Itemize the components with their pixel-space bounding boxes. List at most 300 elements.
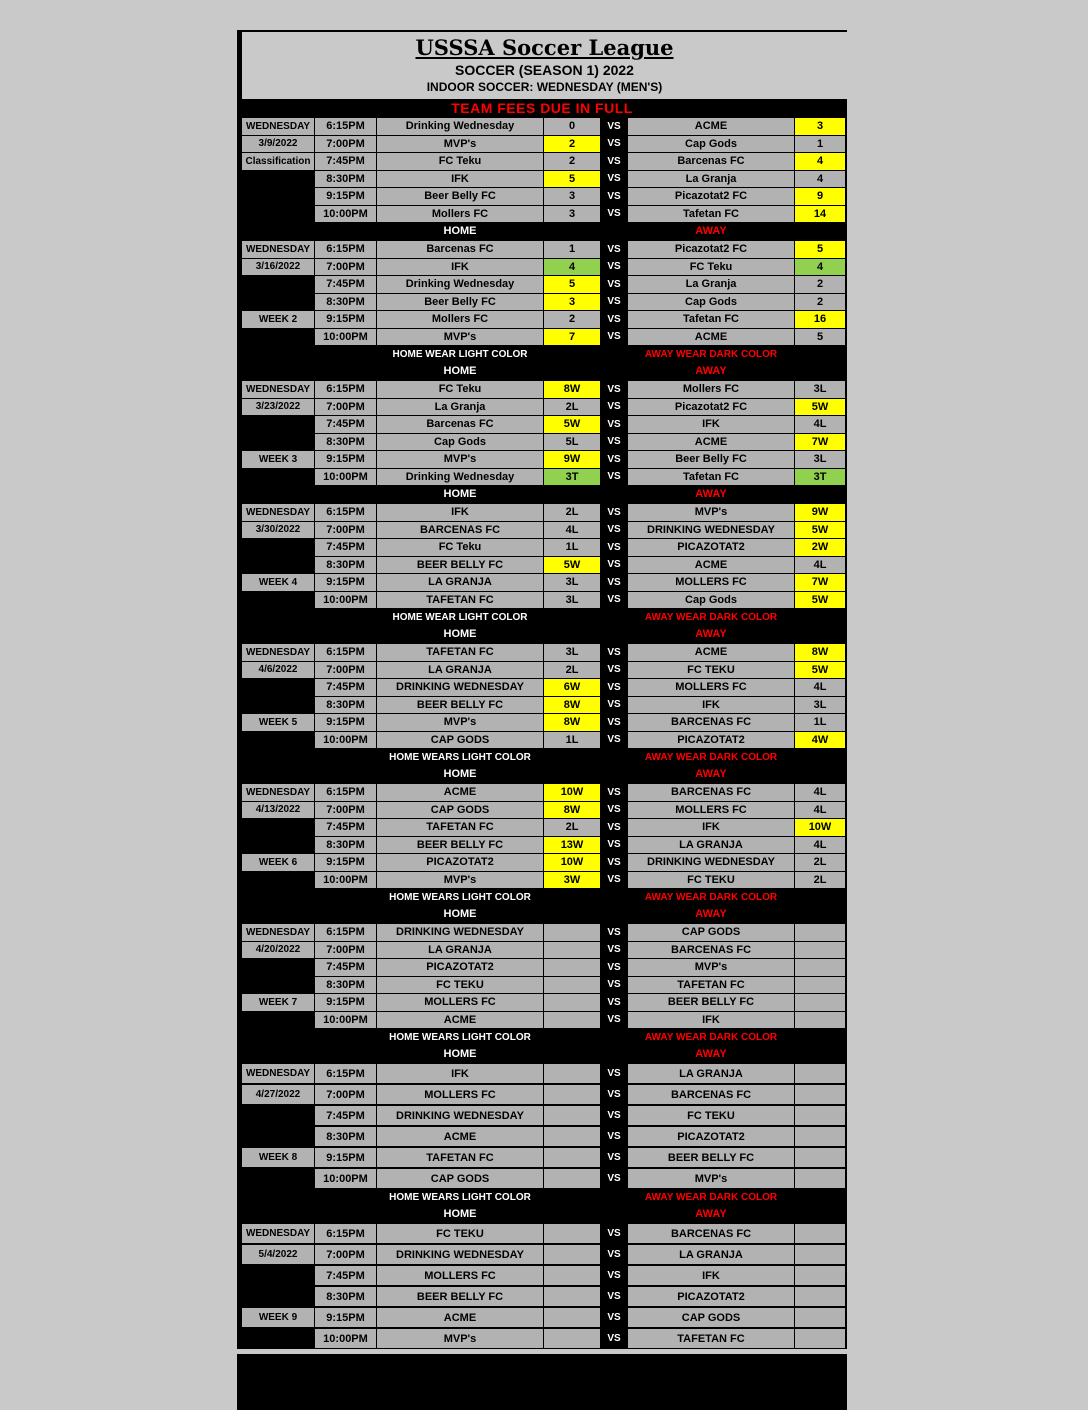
home-wear-label: HOME WEARS LIGHT COLOR <box>389 1192 531 1203</box>
home-away-row <box>237 626 847 643</box>
vs-cell: VS <box>601 662 627 679</box>
away-team-cell: IFK <box>628 1012 794 1029</box>
home-score-cell: 5 <box>544 171 600 188</box>
schedule-date-cell: WEEK 7 <box>242 994 314 1011</box>
schedule-date-cell <box>242 329 314 346</box>
home-wear-label: HOME WEAR LIGHT COLOR <box>392 349 528 360</box>
vs-cell: VS <box>601 188 627 205</box>
away-score-cell: 3L <box>795 381 845 398</box>
away-team-cell: BARCENAS FC <box>628 942 794 959</box>
time-cell: 8:30PM <box>315 697 376 714</box>
away-wear-label: AWAY WEAR DARK COLOR <box>644 1032 778 1043</box>
home-team-cell: MOLLERS FC <box>377 994 543 1011</box>
schedule-date-cell <box>242 679 314 696</box>
home-score-cell <box>544 1224 600 1243</box>
away-team-cell: FC TEKU <box>628 1106 794 1125</box>
schedule-date-cell: WEEK 8 <box>242 1148 314 1167</box>
schedule-date-cell <box>242 276 314 293</box>
home-score-cell: 3L <box>544 574 600 591</box>
home-team-cell: MVP's <box>377 714 543 731</box>
away-team-cell: Cap Gods <box>628 136 794 153</box>
away-team-cell: PICAZOTAT2 <box>628 1127 794 1146</box>
vs-cell: VS <box>601 1085 627 1104</box>
away-team-cell: Picazotat2 FC <box>628 399 794 416</box>
away-score-cell: 9 <box>795 188 845 205</box>
away-team-cell: ACME <box>628 557 794 574</box>
home-score-cell <box>544 1287 600 1306</box>
time-cell: 9:15PM <box>315 714 376 731</box>
home-wear-label: HOME WEARS LIGHT COLOR <box>389 892 531 903</box>
home-score-cell <box>544 1308 600 1327</box>
home-score-cell: 2 <box>544 311 600 328</box>
home-score-cell <box>544 1148 600 1167</box>
schedule-date-cell: WEEK 4 <box>242 574 314 591</box>
away-score-cell <box>795 1106 845 1125</box>
home-score-cell: 2L <box>544 662 600 679</box>
away-score-cell <box>795 1245 845 1264</box>
home-score-cell: 4L <box>544 522 600 539</box>
schedule-date-cell <box>242 592 314 609</box>
vs-cell: VS <box>601 381 627 398</box>
home-team-cell: CAP GODS <box>377 732 543 749</box>
home-team-cell: LA GRANJA <box>377 662 543 679</box>
wear-color-row <box>237 1189 847 1206</box>
home-team-cell: DRINKING WEDNESDAY <box>377 924 543 941</box>
home-team-cell: BARCENAS FC <box>377 522 543 539</box>
vs-cell: VS <box>601 504 627 521</box>
home-score-cell <box>544 1127 600 1146</box>
away-team-cell: Beer Belly FC <box>628 451 794 468</box>
vs-cell: VS <box>601 539 627 556</box>
vs-cell: VS <box>601 171 627 188</box>
away-score-cell: 4 <box>795 259 845 276</box>
away-team-cell: ACME <box>628 329 794 346</box>
home-team-cell: ACME <box>377 1308 543 1327</box>
vs-cell: VS <box>601 469 627 486</box>
home-team-cell: IFK <box>377 504 543 521</box>
vs-cell: VS <box>601 854 627 871</box>
vs-cell: VS <box>601 153 627 170</box>
home-score-cell: 1L <box>544 732 600 749</box>
away-score-cell <box>795 1287 845 1306</box>
home-score-cell <box>544 1085 600 1104</box>
home-score-cell: 2 <box>544 153 600 170</box>
time-cell: 10:00PM <box>315 1012 376 1029</box>
time-cell: 7:00PM <box>315 1085 376 1104</box>
away-score-cell: 5 <box>795 329 845 346</box>
vs-cell: VS <box>601 592 627 609</box>
schedule-date-cell <box>242 697 314 714</box>
week-9-grid <box>237 1223 847 1349</box>
away-team-cell: Tafetan FC <box>628 469 794 486</box>
league-title: USSSA Soccer League <box>415 35 674 60</box>
vs-cell: VS <box>601 1012 627 1029</box>
away-score-cell: 5 <box>795 241 845 258</box>
home-score-cell <box>544 1106 600 1125</box>
vs-cell: VS <box>601 399 627 416</box>
vs-cell: VS <box>601 1064 627 1083</box>
away-score-cell: 5W <box>795 662 845 679</box>
away-score-cell: 4 <box>795 153 845 170</box>
time-cell: 8:30PM <box>315 171 376 188</box>
home-wear-label: HOME WEAR LIGHT COLOR <box>392 612 528 623</box>
schedule-date-cell: WEDNESDAY <box>242 784 314 801</box>
vs-cell: VS <box>601 819 627 836</box>
away-team-cell: IFK <box>628 697 794 714</box>
away-team-cell: LA GRANJA <box>628 1245 794 1264</box>
week-7-grid <box>237 923 847 1029</box>
home-away-row <box>237 1046 847 1063</box>
home-away-row <box>237 906 847 923</box>
home-team-cell: IFK <box>377 171 543 188</box>
home-team-cell: FC TEKU <box>377 977 543 994</box>
vs-cell: VS <box>601 1266 627 1285</box>
vs-cell: VS <box>601 241 627 258</box>
time-cell: 7:00PM <box>315 942 376 959</box>
home-score-cell: 8W <box>544 802 600 819</box>
sheet-header <box>237 32 847 99</box>
home-away-row <box>237 363 847 380</box>
schedule-date-cell: 4/20/2022 <box>242 942 314 959</box>
home-score-cell: 2L <box>544 399 600 416</box>
away-team-cell: BARCENAS FC <box>628 784 794 801</box>
vs-cell: VS <box>601 942 627 959</box>
vs-cell: VS <box>601 697 627 714</box>
schedule-date-cell: WEEK 3 <box>242 451 314 468</box>
away-score-cell: 4L <box>795 802 845 819</box>
home-team-cell: MVP's <box>377 451 543 468</box>
away-label: AWAY <box>695 628 727 640</box>
fees-notice-text: TEAM FEES DUE IN FULL <box>451 100 633 116</box>
time-cell: 9:15PM <box>315 1308 376 1327</box>
vs-cell: VS <box>601 1245 627 1264</box>
away-score-cell: 4L <box>795 679 845 696</box>
schedule-date-cell: 4/6/2022 <box>242 662 314 679</box>
home-team-cell: MOLLERS FC <box>377 1085 543 1104</box>
time-cell: 7:00PM <box>315 136 376 153</box>
schedule-date-cell: 4/27/2022 <box>242 1085 314 1104</box>
home-score-cell <box>544 942 600 959</box>
week-6-grid <box>237 783 847 889</box>
schedule-date-cell <box>242 188 314 205</box>
vs-cell: VS <box>601 784 627 801</box>
home-label: HOME <box>443 225 477 237</box>
time-cell: 6:15PM <box>315 118 376 135</box>
home-team-cell: FC Teku <box>377 153 543 170</box>
away-score-cell: 1L <box>795 714 845 731</box>
season-subtitle: SOCCER (SEASON 1) 2022 <box>455 62 634 78</box>
schedule-date-cell <box>242 959 314 976</box>
home-score-cell: 2L <box>544 504 600 521</box>
vs-cell: VS <box>601 118 627 135</box>
away-wear-label: AWAY WEAR DARK COLOR <box>644 1192 778 1203</box>
away-wear-label: AWAY WEAR DARK COLOR <box>644 752 778 763</box>
vs-cell: VS <box>601 1329 627 1348</box>
home-score-cell <box>544 1245 600 1264</box>
vs-cell: VS <box>601 311 627 328</box>
vs-cell: VS <box>601 1106 627 1125</box>
away-score-cell: 3 <box>795 118 845 135</box>
home-label: HOME <box>443 768 477 780</box>
schedule-date-cell <box>242 1329 314 1348</box>
time-cell: 10:00PM <box>315 1169 376 1188</box>
time-cell: 7:45PM <box>315 959 376 976</box>
away-score-cell <box>795 924 845 941</box>
home-label: HOME <box>443 365 477 377</box>
wear-color-row <box>237 609 847 626</box>
week-8-grid <box>237 1063 847 1189</box>
home-label: HOME <box>443 488 477 500</box>
home-wear-label: HOME WEARS LIGHT COLOR <box>389 1032 531 1043</box>
away-team-cell: PICAZOTAT2 <box>628 732 794 749</box>
away-team-cell: IFK <box>628 1266 794 1285</box>
home-score-cell <box>544 994 600 1011</box>
schedule-date-cell <box>242 732 314 749</box>
away-score-cell: 4L <box>795 416 845 433</box>
home-team-cell: Barcenas FC <box>377 241 543 258</box>
away-team-cell: FC TEKU <box>628 872 794 889</box>
away-score-cell: 2 <box>795 276 845 293</box>
home-team-cell: MVP's <box>377 329 543 346</box>
time-cell: 10:00PM <box>315 592 376 609</box>
away-team-cell: Cap Gods <box>628 592 794 609</box>
away-team-cell: PICAZOTAT2 <box>628 1287 794 1306</box>
time-cell: 7:00PM <box>315 522 376 539</box>
away-team-cell: Tafetan FC <box>628 311 794 328</box>
time-cell: 10:00PM <box>315 1329 376 1348</box>
schedule-date-cell: WEDNESDAY <box>242 241 314 258</box>
schedule-date-cell <box>242 819 314 836</box>
time-cell: 7:45PM <box>315 416 376 433</box>
away-team-cell: MOLLERS FC <box>628 802 794 819</box>
home-team-cell: Cap Gods <box>377 434 543 451</box>
away-score-cell <box>795 942 845 959</box>
week-1-grid <box>237 117 847 223</box>
schedule-date-cell <box>242 1169 314 1188</box>
away-score-cell: 2W <box>795 539 845 556</box>
vs-cell: VS <box>601 1224 627 1243</box>
away-label: AWAY <box>695 365 727 377</box>
home-away-row <box>237 486 847 503</box>
schedule-date-cell: WEDNESDAY <box>242 924 314 941</box>
away-team-cell: Cap Gods <box>628 294 794 311</box>
home-team-cell: DRINKING WEDNESDAY <box>377 679 543 696</box>
away-team-cell: LA GRANJA <box>628 837 794 854</box>
home-team-cell: MVP's <box>377 1329 543 1348</box>
away-team-cell: BARCENAS FC <box>628 1224 794 1243</box>
home-team-cell: Drinking Wednesday <box>377 118 543 135</box>
away-score-cell: 4L <box>795 837 845 854</box>
schedule-date-cell <box>242 1106 314 1125</box>
time-cell: 6:15PM <box>315 241 376 258</box>
schedule-date-cell: 3/9/2022 <box>242 136 314 153</box>
time-cell: 7:45PM <box>315 539 376 556</box>
away-score-cell: 14 <box>795 206 845 223</box>
time-cell: 7:00PM <box>315 662 376 679</box>
away-team-cell: Picazotat2 FC <box>628 241 794 258</box>
vs-cell: VS <box>601 276 627 293</box>
vs-cell: VS <box>601 837 627 854</box>
wear-color-row <box>237 346 847 363</box>
home-away-row <box>237 223 847 240</box>
away-team-cell: CAP GODS <box>628 1308 794 1327</box>
time-cell: 8:30PM <box>315 1287 376 1306</box>
time-cell: 9:15PM <box>315 451 376 468</box>
time-cell: 7:45PM <box>315 1106 376 1125</box>
away-score-cell <box>795 1064 845 1083</box>
time-cell: 8:30PM <box>315 1127 376 1146</box>
vs-cell: VS <box>601 714 627 731</box>
vs-cell: VS <box>601 1308 627 1327</box>
away-score-cell <box>795 1224 845 1243</box>
home-team-cell: Barcenas FC <box>377 416 543 433</box>
time-cell: 6:15PM <box>315 644 376 661</box>
away-label: AWAY <box>695 488 727 500</box>
time-cell: 9:15PM <box>315 1148 376 1167</box>
vs-cell: VS <box>601 679 627 696</box>
home-score-cell: 3L <box>544 592 600 609</box>
time-cell: 9:15PM <box>315 574 376 591</box>
schedule-date-cell <box>242 1266 314 1285</box>
home-team-cell: FC TEKU <box>377 1224 543 1243</box>
away-score-cell <box>795 994 845 1011</box>
time-cell: 9:15PM <box>315 994 376 1011</box>
week-3-grid <box>237 380 847 486</box>
schedule-date-cell: 3/23/2022 <box>242 399 314 416</box>
away-score-cell: 5W <box>795 399 845 416</box>
schedule-date-cell <box>242 872 314 889</box>
away-score-cell: 7W <box>795 434 845 451</box>
schedule-date-cell: WEDNESDAY <box>242 504 314 521</box>
home-score-cell: 5L <box>544 434 600 451</box>
time-cell: 7:00PM <box>315 399 376 416</box>
home-score-cell: 13W <box>544 837 600 854</box>
home-score-cell: 9W <box>544 451 600 468</box>
home-score-cell: 8W <box>544 697 600 714</box>
footer-black-block <box>237 1354 847 1410</box>
home-score-cell: 1L <box>544 539 600 556</box>
home-team-cell: FC Teku <box>377 539 543 556</box>
away-score-cell: 2 <box>795 294 845 311</box>
away-team-cell: BARCENAS FC <box>628 1085 794 1104</box>
away-score-cell: 1 <box>795 136 845 153</box>
vs-cell: VS <box>601 1169 627 1188</box>
away-team-cell: ACME <box>628 434 794 451</box>
away-score-cell: 10W <box>795 819 845 836</box>
away-label: AWAY <box>695 1208 727 1220</box>
schedule-date-cell: WEEK 9 <box>242 1308 314 1327</box>
home-team-cell: Beer Belly FC <box>377 188 543 205</box>
home-score-cell: 2 <box>544 136 600 153</box>
away-team-cell: FC TEKU <box>628 662 794 679</box>
vs-cell: VS <box>601 434 627 451</box>
away-score-cell: 3L <box>795 697 845 714</box>
vs-cell: VS <box>601 924 627 941</box>
schedule-date-cell <box>242 434 314 451</box>
away-score-cell <box>795 977 845 994</box>
time-cell: 8:30PM <box>315 434 376 451</box>
wear-color-row <box>237 1029 847 1046</box>
time-cell: 6:15PM <box>315 1064 376 1083</box>
away-team-cell: Picazotat2 FC <box>628 188 794 205</box>
home-score-cell: 8W <box>544 381 600 398</box>
time-cell: 7:45PM <box>315 679 376 696</box>
away-score-cell: 3T <box>795 469 845 486</box>
time-cell: 9:15PM <box>315 311 376 328</box>
away-score-cell <box>795 1329 845 1348</box>
away-score-cell: 2L <box>795 854 845 871</box>
away-label: AWAY <box>695 908 727 920</box>
away-team-cell: BARCENAS FC <box>628 714 794 731</box>
schedule-date-cell <box>242 837 314 854</box>
schedule-date-cell: WEDNESDAY <box>242 1224 314 1243</box>
away-score-cell <box>795 1308 845 1327</box>
away-score-cell <box>795 1169 845 1188</box>
away-team-cell: La Granja <box>628 276 794 293</box>
home-score-cell: 5 <box>544 276 600 293</box>
away-team-cell: MVP's <box>628 504 794 521</box>
wear-color-row <box>237 889 847 906</box>
vs-cell: VS <box>601 1287 627 1306</box>
home-label: HOME <box>443 908 477 920</box>
home-team-cell: ACME <box>377 1012 543 1029</box>
home-score-cell: 2L <box>544 819 600 836</box>
away-team-cell: MVP's <box>628 959 794 976</box>
away-wear-label: AWAY WEAR DARK COLOR <box>644 612 778 623</box>
home-team-cell: MVP's <box>377 872 543 889</box>
time-cell: 6:15PM <box>315 924 376 941</box>
home-team-cell: LA GRANJA <box>377 574 543 591</box>
away-score-cell: 5W <box>795 522 845 539</box>
home-score-cell: 5W <box>544 557 600 574</box>
schedule-date-cell: 3/30/2022 <box>242 522 314 539</box>
away-wear-label: AWAY WEAR DARK COLOR <box>644 349 778 360</box>
home-team-cell: TAFETAN FC <box>377 1148 543 1167</box>
division-subtitle: INDOOR SOCCER: WEDNESDAY (MEN'S) <box>426 80 663 94</box>
time-cell: 10:00PM <box>315 329 376 346</box>
schedule-date-cell: 3/16/2022 <box>242 259 314 276</box>
away-team-cell: DRINKING WEDNESDAY <box>628 854 794 871</box>
home-label: HOME <box>443 628 477 640</box>
schedule-date-cell <box>242 1287 314 1306</box>
schedule-date-cell <box>242 557 314 574</box>
vs-cell: VS <box>601 1148 627 1167</box>
home-score-cell: 4 <box>544 259 600 276</box>
vs-cell: VS <box>601 802 627 819</box>
fees-notice-bar <box>237 99 847 117</box>
vs-cell: VS <box>601 206 627 223</box>
away-score-cell: 4 <box>795 171 845 188</box>
home-away-row <box>237 1206 847 1223</box>
away-team-cell: Mollers FC <box>628 381 794 398</box>
time-cell: 9:15PM <box>315 854 376 871</box>
time-cell: 8:30PM <box>315 294 376 311</box>
away-score-cell <box>795 1127 845 1146</box>
time-cell: 7:45PM <box>315 153 376 170</box>
time-cell: 7:00PM <box>315 259 376 276</box>
vs-cell: VS <box>601 416 627 433</box>
home-score-cell <box>544 959 600 976</box>
home-team-cell: DRINKING WEDNESDAY <box>377 1106 543 1125</box>
vs-cell: VS <box>601 977 627 994</box>
home-team-cell: TAFETAN FC <box>377 819 543 836</box>
away-score-cell <box>795 1266 845 1285</box>
away-team-cell: ACME <box>628 644 794 661</box>
home-score-cell <box>544 1064 600 1083</box>
home-score-cell: 3 <box>544 206 600 223</box>
home-team-cell: TAFETAN FC <box>377 592 543 609</box>
away-team-cell: FC Teku <box>628 259 794 276</box>
